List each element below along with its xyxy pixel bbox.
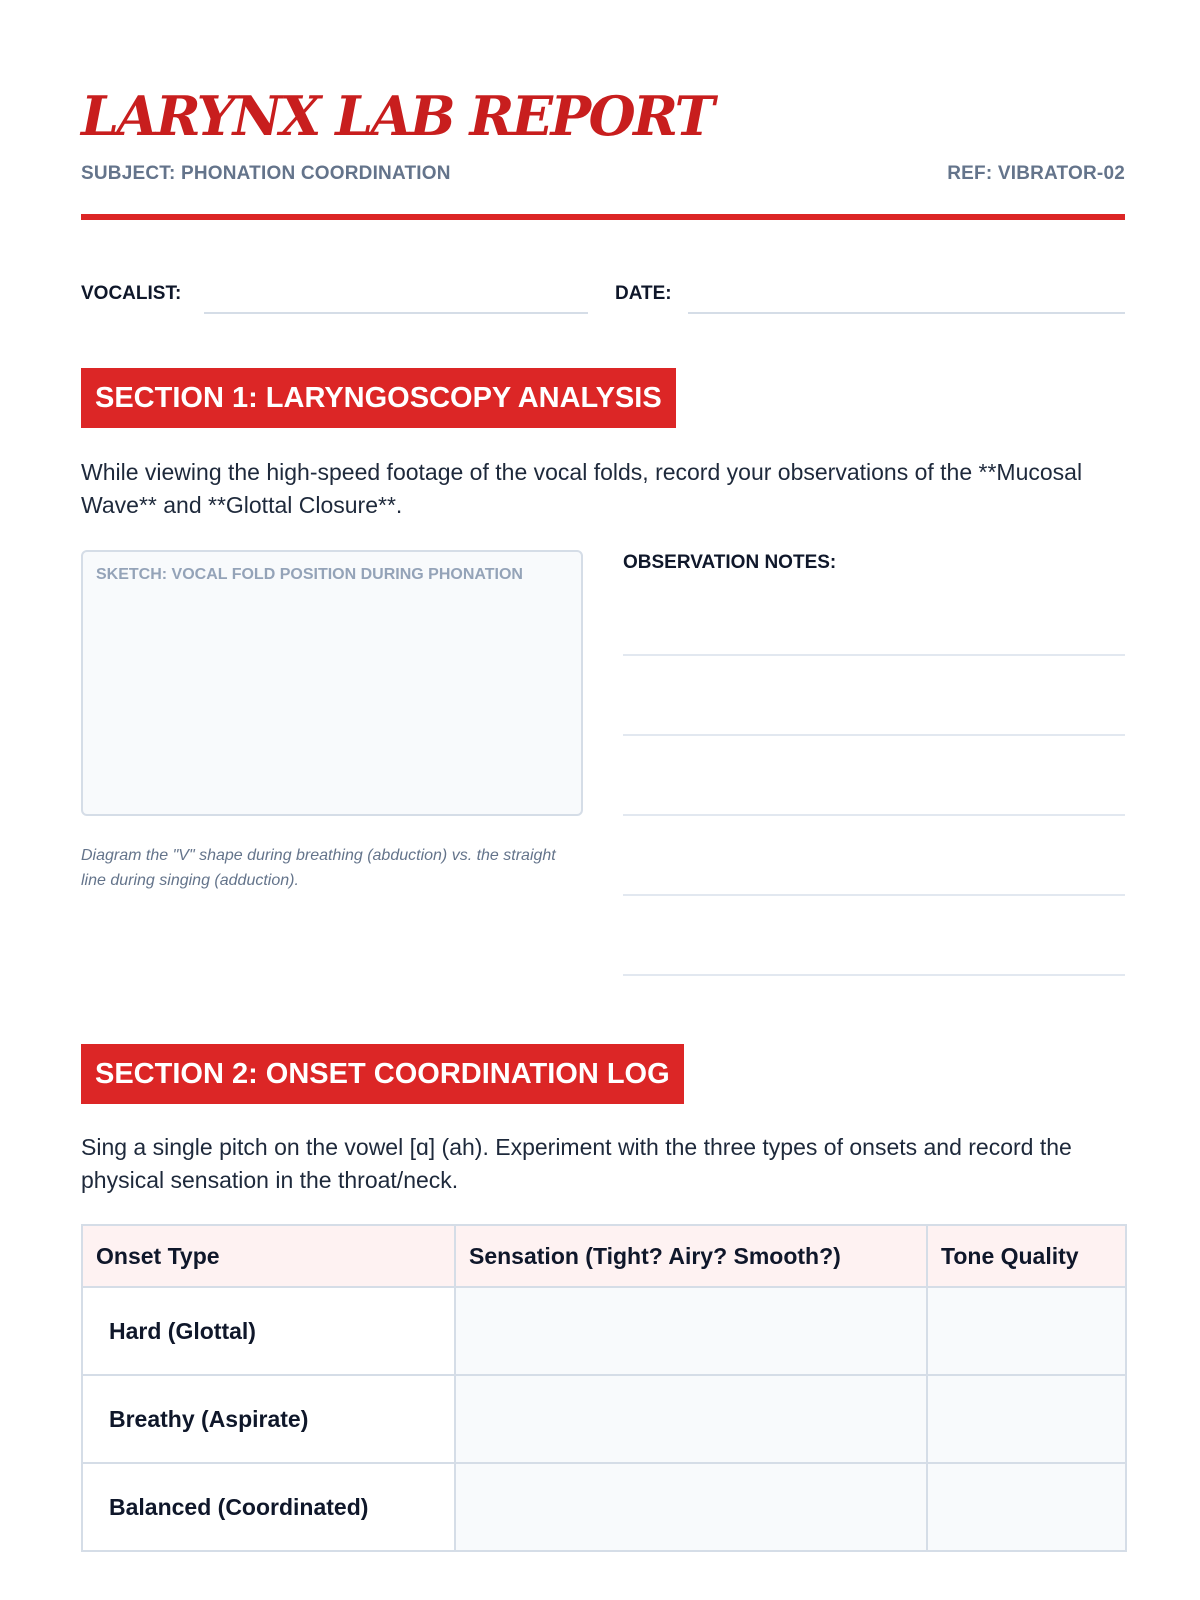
onset-type-cell: Hard (Glottal): [82, 1287, 455, 1375]
table-header-row: [82, 1225, 1126, 1287]
onset-type-cell: Balanced (Coordinated): [82, 1463, 455, 1551]
observation-line-5[interactable]: [623, 974, 1125, 976]
sketch-label: SKETCH: VOCAL FOLD POSITION DURING PHONATION: [96, 566, 523, 583]
observation-notes-label: OBSERVATION NOTES:: [623, 552, 837, 573]
sketch-area[interactable]: [81, 550, 583, 816]
column-header-tone-quality: Tone Quality: [927, 1225, 1126, 1287]
observation-line-4[interactable]: [623, 894, 1125, 896]
observation-line-1[interactable]: [623, 654, 1125, 656]
sketch-caption: Diagram the "V" shape during breathing (abduction) vs. the straight line during singing (adduction).: [81, 847, 556, 889]
report-title: LARYNX LAB REPORT: [81, 84, 713, 148]
tone-quality-cell[interactable]: [927, 1287, 1126, 1375]
observation-line-2[interactable]: [623, 734, 1125, 736]
tone-quality-cell[interactable]: [927, 1463, 1126, 1551]
table-row: [82, 1287, 1126, 1375]
date-label: DATE:: [615, 283, 672, 304]
onset-coordination-table: [81, 1224, 1127, 1552]
table-row: [82, 1375, 1126, 1463]
date-field[interactable]: [688, 312, 1125, 314]
section-1-header: SECTION 1: LARYNGOSCOPY ANALYSIS: [81, 368, 676, 428]
section-1-instructions: While viewing the high-speed footage of the vocal folds, record your observations of the **Mucosal Wave** and **Glottal Closure**.: [81, 459, 1083, 518]
sensation-cell[interactable]: [455, 1287, 927, 1375]
vocalist-label: VOCALIST:: [81, 283, 182, 304]
vocalist-field[interactable]: [204, 312, 588, 314]
observation-line-3[interactable]: [623, 814, 1125, 816]
title-divider: [81, 214, 1125, 220]
column-header-onset-type: Onset Type: [82, 1225, 455, 1287]
reference-code: REF: VIBRATOR-02: [947, 163, 1125, 184]
onset-type-cell: Breathy (Aspirate): [82, 1375, 455, 1463]
subject-line: SUBJECT: PHONATION COORDINATION: [81, 163, 451, 184]
section-2-header: SECTION 2: ONSET COORDINATION LOG: [81, 1044, 684, 1104]
tone-quality-cell[interactable]: [927, 1375, 1126, 1463]
column-header-sensation: Sensation (Tight? Airy? Smooth?): [455, 1225, 927, 1287]
section-2-instructions: Sing a single pitch on the vowel [ɑ] (ah). Experiment with the three types of onsets and record the physical sensation in the throat/neck.: [81, 1134, 1072, 1193]
table-row: [82, 1463, 1126, 1551]
sensation-cell[interactable]: [455, 1463, 927, 1551]
sensation-cell[interactable]: [455, 1375, 927, 1463]
